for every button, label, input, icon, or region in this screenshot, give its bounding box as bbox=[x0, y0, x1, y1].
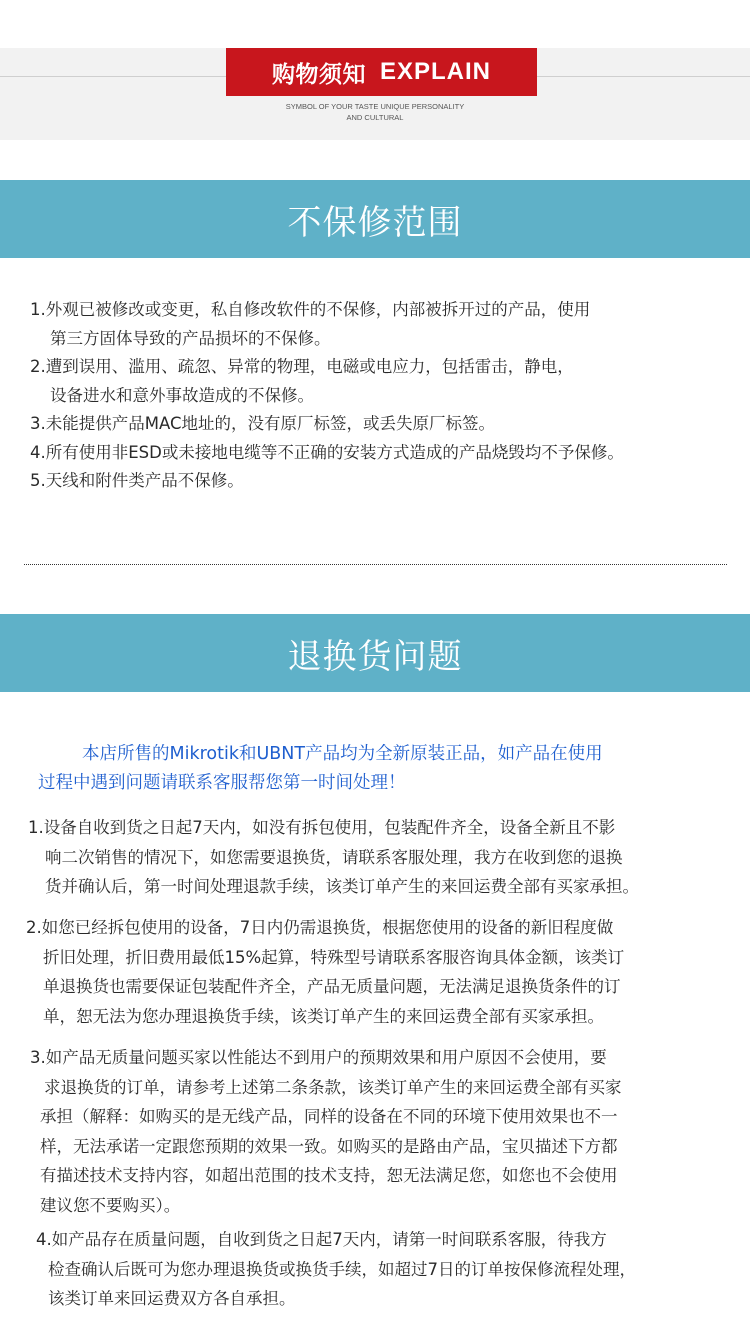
list-item-continuation: 设备进水和意外事故造成的不保修。 bbox=[50, 385, 314, 405]
returns-paragraph-3 bbox=[30, 1043, 622, 1220]
paragraph-line: 样，无法承诺一定跟您预期的效果一致。如购买的是路由产品，宝贝描述下方都 bbox=[40, 1136, 618, 1156]
banner-subtitle-line1: SYMBOL OF YOUR TASTE UNIQUE PERSONALITY bbox=[285, 102, 465, 111]
dotted-divider bbox=[24, 564, 727, 565]
list-item: 3.未能提供产品MAC地址的，没有原厂标签，或丢失原厂标签。 bbox=[30, 414, 495, 433]
list-item: 1.外观已被修改或变更，私自修改软件的不保修，内部被拆开过的产品，使用 bbox=[30, 300, 591, 319]
list-item: 4.所有使用非ESD或未接地电缆等不正确的安装方式造成的产品烧毁均不予保修。 bbox=[30, 442, 624, 462]
banner-title-cn: 购物须知 bbox=[271, 61, 366, 88]
paragraph-line: 有描述技术支持内容，如超出范围的技术支持，恕无法满足您，如您也不会使用 bbox=[40, 1166, 618, 1185]
paragraph-line: 承担（解释：如购买的是无线产品，同样的设备在不同的环境下使用效果也不一 bbox=[40, 1107, 618, 1126]
paragraph-line: 单退换货也需要保证包装配件齐全，产品无质量问题，无法满足退换货条件的订 bbox=[43, 977, 621, 996]
paragraph-line: 折旧处理，折旧费用最低15%起算，特殊型号请联系客服咨询具体金额，该类订 bbox=[43, 947, 625, 967]
paragraph-line: 3.如产品无质量问题买家以性能达不到用户的预期效果和用户原因不会使用，要 bbox=[30, 1048, 607, 1067]
returns-paragraph-2 bbox=[26, 913, 624, 1031]
section-heading-returns: 退换货问题 bbox=[0, 614, 750, 692]
banner-title-en: EXPLAIN bbox=[379, 58, 491, 85]
paragraph-line: 建议您不要购买）。 bbox=[40, 1195, 181, 1215]
returns-paragraph-4 bbox=[36, 1225, 636, 1314]
banner-subtitle-line2: AND CULTURAL bbox=[346, 113, 404, 122]
paragraph-line: 4.如产品存在质量问题，自收到货之日起7天内，请第一时间联系客服，待我方 bbox=[36, 1230, 607, 1249]
paragraph-line: 单，恕无法为您办理退换货手续，该类订单产生的来回运费全部有买家承担。 bbox=[43, 1006, 604, 1026]
banner-subtitle bbox=[0, 101, 750, 123]
list-item: 5.天线和附件类产品不保修。 bbox=[30, 471, 244, 490]
list-item-continuation: 第三方固体导致的产品损坏的不保修。 bbox=[50, 328, 331, 348]
returns-intro-line1: 本店所售的Mikrotik和UBNT产品均为全新原装正品，如产品在使用 bbox=[82, 744, 603, 764]
paragraph-line: 货并确认后，第一时间处理退款手续，该类订单产生的来回运费全部有买家承担。 bbox=[45, 877, 639, 896]
paragraph-line: 2.如您已经拆包使用的设备，7日内仍需退换货，根据您使用的设备的新旧程度做 bbox=[26, 918, 614, 937]
paragraph-line: 求退换货的订单，请参考上述第二条条款，该类订单产生的来回运费全部有买家 bbox=[44, 1077, 622, 1097]
list-item: 2.遭到误用、滥用、疏忽、异常的物理，电磁或电应力，包括雷击，静电， bbox=[30, 357, 574, 376]
paragraph-line: 响二次销售的情况下，如您需要退换货，请联系客服处理，我方在收到您的退换 bbox=[45, 847, 623, 867]
returns-intro bbox=[38, 740, 738, 798]
paragraph-line: 该类订单来回运费双方各自承担。 bbox=[48, 1289, 296, 1308]
returns-intro-line2: 过程中遇到问题请联系客服帮您第一时间处理！ bbox=[38, 773, 406, 793]
section-heading-no-warranty: 不保修范围 bbox=[0, 180, 750, 258]
paragraph-line: 1.设备自收到货之日起7天内，如没有拆包使用，包装配件齐全，设备全新且不影 bbox=[28, 818, 616, 837]
banner-title-box bbox=[226, 48, 537, 96]
paragraph-line: 检查确认后既可为您办理退换货或换货手续，如超过7日的订单按保修流程处理， bbox=[48, 1259, 636, 1279]
no-warranty-list bbox=[30, 296, 624, 496]
returns-paragraph-1 bbox=[28, 813, 639, 902]
